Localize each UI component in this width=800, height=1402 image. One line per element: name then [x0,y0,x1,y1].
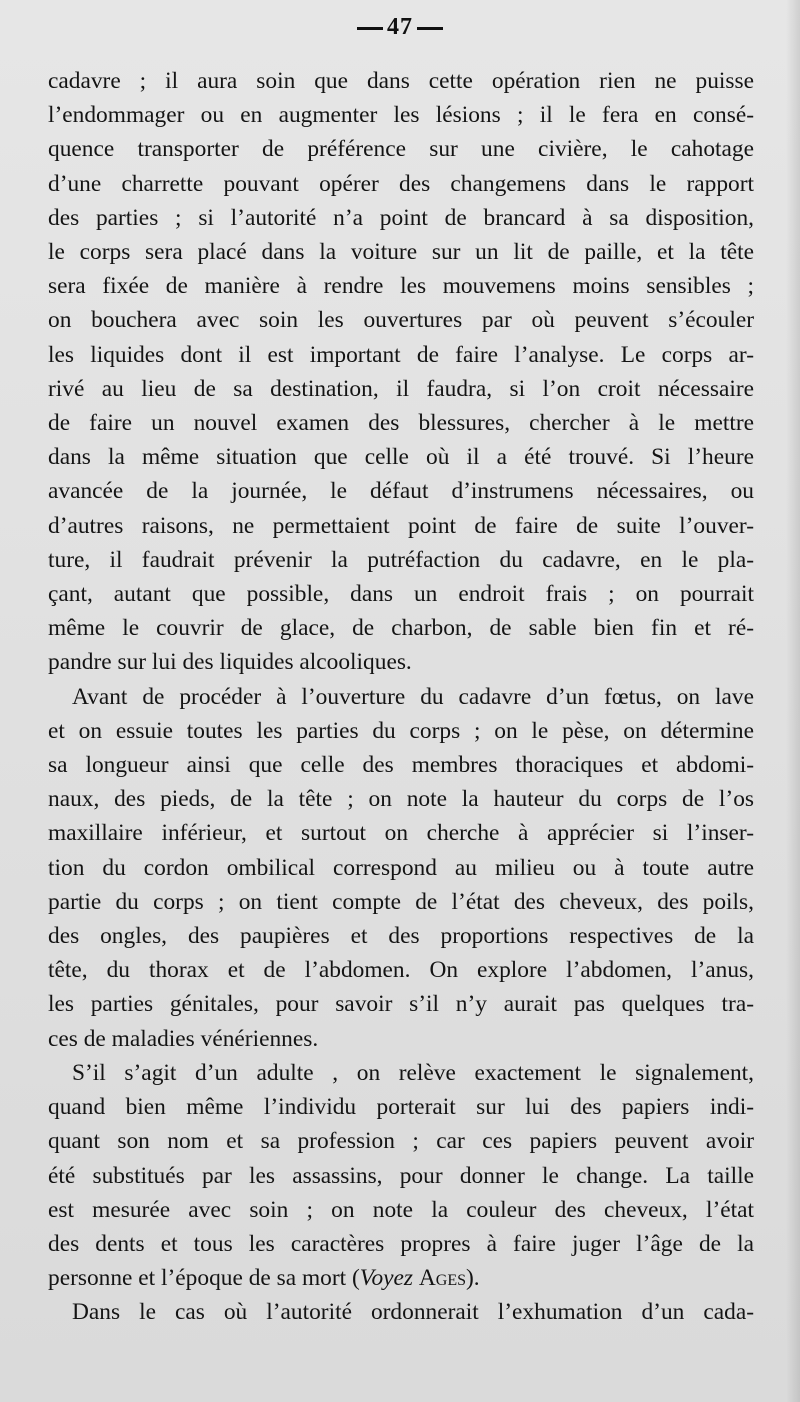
text-line: même le couvrir de glace, de charbon, de sable bien fin et ré- [48,615,754,642]
text-fragment: ). [466,1265,480,1292]
text-line: naux, des pieds, de la tête ; on note la hauteur du corps de l’os [48,786,754,813]
page-number: 47 [387,14,413,40]
text-line: est mesurée avec soin ; on note la couleur des cheveux, l’état [48,1196,754,1223]
text-line: on bouchera avec soin les ouvertures par où peuvent s’écouler [48,307,754,334]
text-line: avancée de la journée, le défaut d’instrumens nécessaires, ou [48,478,754,505]
text-line: de faire un nouvel examen des blessures, chercher à le mettre [48,410,754,437]
text-line: cadavre ; il aura soin que dans cette opération rien ne puisse [48,68,754,94]
text-line: pandre sur lui des liquides alcooliques. [48,649,412,676]
text-line: partie du corps ; on tient compte de l’état des cheveux, des poils, [48,888,754,915]
text-line: tion du cordon ombilical correspond au milieu ou à toute autre [48,854,754,881]
text-line: des dents et tous les caractères propres à faire juger l’âge de la [48,1230,754,1257]
text-line: des ongles, des paupières et des proportions respectives de la [48,923,754,950]
text-line: S’il s’agit d’un adulte , on relève exactement le signalement, [72,1059,754,1086]
paragraph-4 [48,1295,754,1329]
text-line: çant, autant que possible, dans un endroit frais ; on pourrait [48,581,754,608]
page-edge-shadow [786,0,800,1402]
text-line: quence transporter de préférence sur une civière, le cahotage [48,136,754,163]
cross-reference-target: Ages [418,1265,467,1292]
text-line: d’une charrette pouvant opérer des changemens dans le rapport [48,170,754,197]
text-line: des parties ; si l’autorité n’a point de brancard à sa disposition, [48,204,754,231]
text-line: ture, il faudrait prévenir la putréfaction du cadavre, en le pla- [48,546,754,573]
text-line: Dans le cas où l’autorité ordonnerait l’exhumation d’un cada- [72,1299,754,1326]
text-line: maxillaire inférieur, et surtout on cherche à apprécier si l’inser- [48,820,754,847]
body-text [48,64,754,1330]
header-rule-right [417,27,443,30]
text-fragment: personne et l’époque de sa mort ( [48,1265,360,1292]
text-line [48,1261,754,1295]
text-line: rivé au lieu de sa destination, il faudra, si l’on croit nécessaire [48,375,754,402]
paragraph-2 [48,680,754,1056]
text-line: été substitués par les assassins, pour donner le change. La taille [48,1162,754,1189]
text-line: sa longueur ainsi que celle des membres thoraciques et abdomi- [48,752,754,779]
text-line: les liquides dont il est important de faire l’analyse. Le corps ar- [48,341,754,368]
page-header [0,14,800,41]
text-line: quant son nom et sa profession ; car ces papiers peuvent avoir [48,1128,754,1155]
paragraph-1 [48,64,754,680]
text-line: et on essuie toutes les parties du corps ; on le pèse, on détermine [48,717,754,744]
text-line: tête, du thorax et de l’abdomen. On explore l’abdomen, l’anus, [48,957,754,984]
text-line: l’endommager ou en augmenter les lésions ; il le fera en consé- [48,102,754,129]
text-line: d’autres raisons, ne permettaient point de faire de suite l’ouver- [48,512,754,539]
paragraph-3 [48,1056,754,1295]
text-line: ces de maladies vénériennes. [48,1025,319,1052]
cross-reference-voyez: Voyez [359,1265,414,1292]
text-line: le corps sera placé dans la voiture sur un lit de paille, et la tête [48,239,754,266]
text-line: dans la même situation que celle où il a été trouvé. Si l’heure [48,444,754,471]
text-line: sera fixée de manière à rendre les mouvemens moins sensibles ; [48,273,754,300]
text-line: Avant de procéder à l’ouverture du cadavre d’un fœtus, on lave [72,683,754,710]
header-rule-left [357,27,383,30]
text-line: quand bien même l’individu porterait sur lui des papiers indi- [48,1094,754,1121]
text-line: les parties génitales, pour savoir s’il n’y aurait pas quelques tra- [48,991,754,1018]
